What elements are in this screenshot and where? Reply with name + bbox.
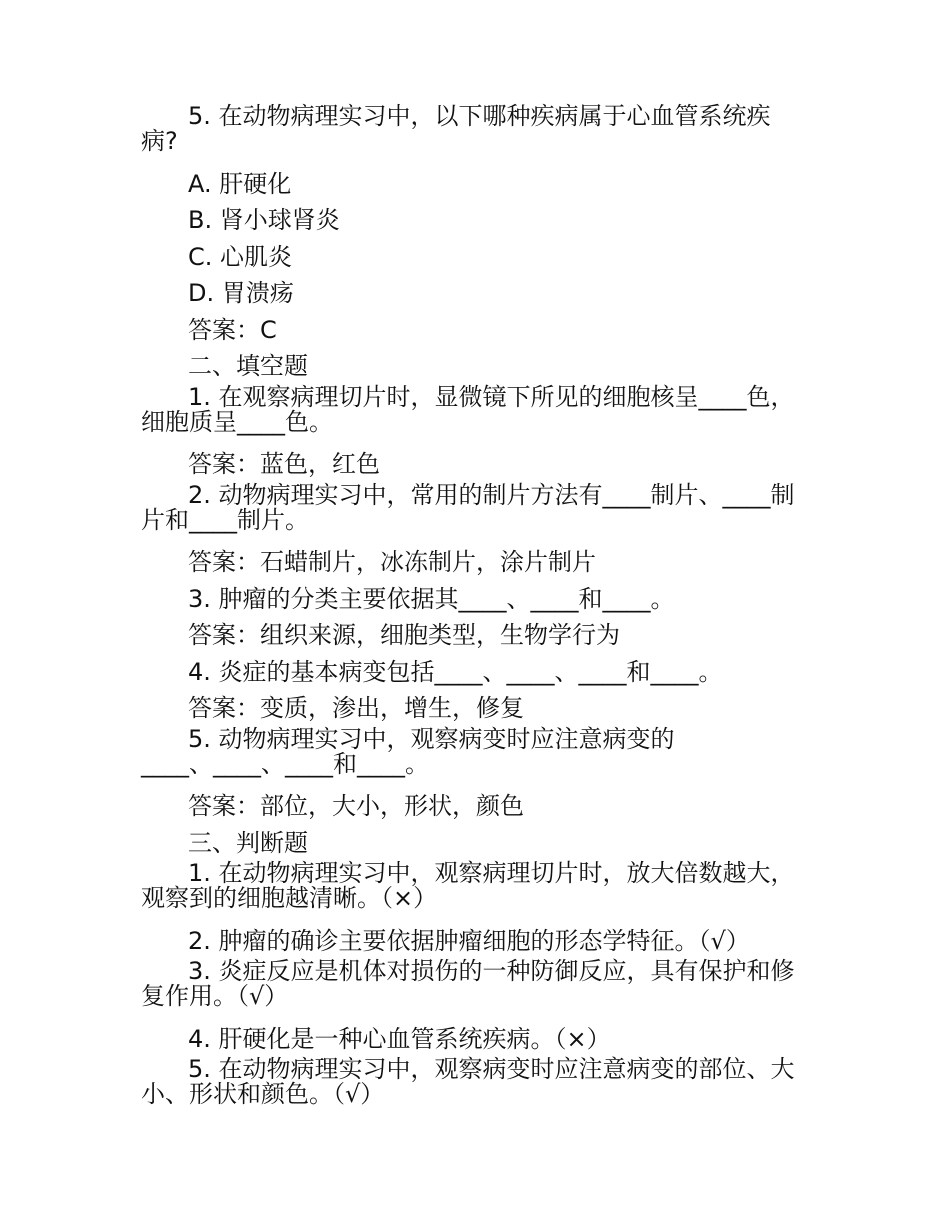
- tf-question-1-line1: 1. 在动物病理实习中，观察病理切片时，放大倍数越大，: [188, 859, 795, 887]
- section-title-true-false: 三、判断题: [188, 828, 308, 857]
- tf-question-5-line1: 5. 在动物病理实习中，观察病变时应注意病变的部位、大: [188, 1055, 795, 1083]
- tf-question-4: 4. 肝硬化是一种心血管系统疾病。（×）: [188, 1024, 611, 1053]
- fill-question-5-line1: 5. 动物病理实习中，观察病变时应注意病变的: [188, 724, 675, 753]
- tf-question-1: [141, 861, 813, 911]
- fill-question-3: 3. 肿瘤的分类主要依据其____、____和____。: [188, 584, 675, 613]
- fill-question-1-line2: 细胞质呈____色。: [141, 407, 333, 436]
- fill-answer-3: 答案：组织来源，细胞类型，生物学行为: [188, 621, 620, 649]
- mc-question-5: [141, 104, 813, 154]
- fill-question-2-line2: 片和____制片。: [141, 505, 309, 534]
- mc-question-5-line2: 病?: [141, 127, 178, 155]
- mc-option-a: A. 肝硬化: [188, 169, 292, 198]
- fill-answer-4: 答案：变质，渗出，增生，修复: [188, 694, 524, 722]
- fill-question-2-line1: 2. 动物病理实习中，常用的制片方法有____制片、____制: [188, 480, 795, 509]
- tf-question-2: 2. 肿瘤的确诊主要依据肿瘤细胞的形态学特征。（√）: [188, 926, 750, 955]
- section-title-fill-blanks: 二、填空题: [188, 352, 308, 380]
- mc-answer: 答案：C: [188, 315, 277, 344]
- mc-option-d: D. 胃溃疡: [188, 279, 294, 307]
- tf-question-3-line1: 3. 炎症反应是机体对损伤的一种防御反应，具有保护和修: [188, 957, 795, 985]
- fill-answer-2: 答案：石蜡制片，冰冻制片，涂片制片: [188, 548, 596, 576]
- tf-question-5-line2: 小、形状和颜色。（√）: [141, 1080, 385, 1108]
- fill-answer-1: 答案：蓝色，红色: [188, 450, 380, 478]
- fill-question-1-line1: 1. 在观察病理切片时，显微镜下所见的细胞核呈____色，: [188, 382, 795, 411]
- fill-question-4: 4. 炎症的基本病变包括____、____、____和____。: [188, 657, 723, 686]
- mc-option-b: B. 肾小球肾炎: [188, 206, 340, 234]
- mc-option-c: C. 心肌炎: [188, 242, 293, 271]
- tf-question-3-line2: 复作用。（√）: [141, 982, 289, 1010]
- tf-question-1-line2: 观察到的细胞越清晰。（×）: [141, 884, 438, 912]
- tf-question-3: [141, 959, 813, 1009]
- fill-question-2: [141, 480, 813, 534]
- fill-answer-5: 答案：部位，大小，形状，颜色: [188, 792, 524, 820]
- fill-question-5: [141, 724, 813, 778]
- mc-question-5-line1: 5. 在动物病理实习中，以下哪种疾病属于心血管系统疾: [188, 102, 771, 130]
- fill-question-1: [141, 382, 813, 436]
- tf-question-5: [141, 1057, 813, 1107]
- document-content: [141, 104, 813, 1119]
- fill-question-5-line2: ____、____、____和____。: [141, 749, 429, 778]
